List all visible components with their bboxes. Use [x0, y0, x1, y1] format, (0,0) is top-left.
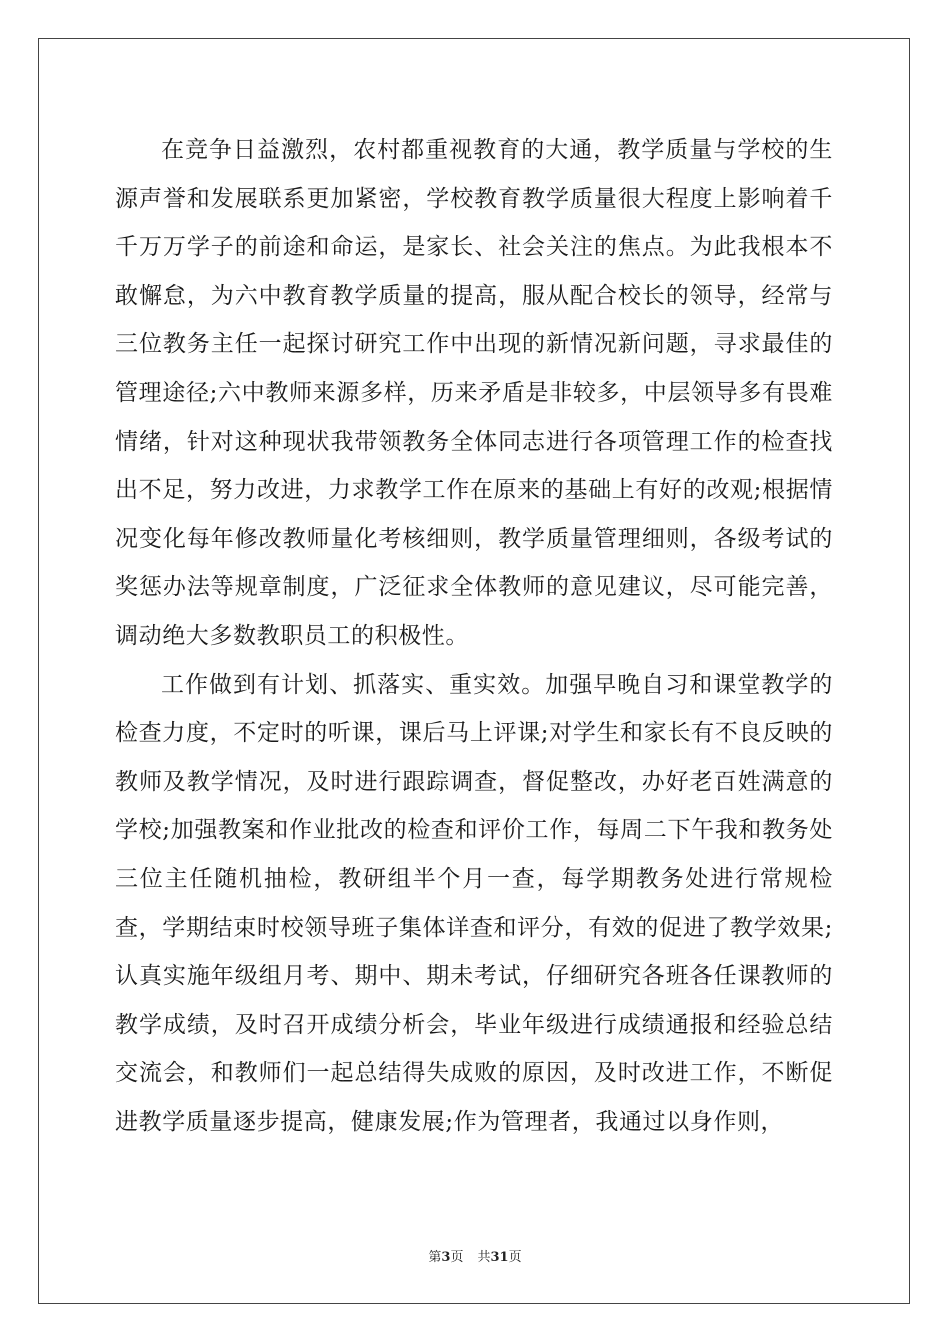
page-prefix: 第 — [428, 1250, 442, 1265]
total-prefix: 共 — [477, 1250, 491, 1265]
total-suffix: 页 — [508, 1250, 522, 1265]
total-pages: 31 — [490, 1250, 509, 1265]
page-number: 3 — [441, 1250, 451, 1265]
page-footer — [0, 1246, 950, 1265]
paragraph-2: 工作做到有计划、抓落实、重实效。加强早晚自习和课堂教学的检查力度，不定时的听课，课后马上评课;对学生和家长有不良反映的教师及教学情况，及时进行跟踪调查，督促整改，办好老百姓满意的学校;加强教案和作业批改的检查和评价工作，每周二下午我和教务处三位主任随机抽检，教研组半个月一查，每学期教务处进行常规检查，学期结束时校领导班子集体详查和评分，有效的促进了教学效果;认真实施年级组月考、期中、期未考试，仔细研究各班各任课教师的教学成绩，及时召开成绩分析会，毕业年级进行成绩通报和经验总结交流会，和教师们一起总结得失成败的原因，及时改进工作，不断促进教学质量逐步提高，健康发展;作为管理者，我通过以身作则， — [115, 671, 833, 1135]
paragraph-1: 在竞争日益激烈，农村都重视教育的大通，教学质量与学校的生源声誉和发展联系更加紧密，学校教育教学质量很大程度上影响着千千万万学子的前途和命运，是家长、社会关注的焦点。为此我根本不敢懈怠，为六中教育教学质量的提高，服从配合校长的领导，经常与三位教务主任一起探讨研究工作中出现的新情况新问题，寻求最佳的管理途径;六中教师来源多样，历来矛盾是非较多，中层领导多有畏难情绪，针对这种现状我带领教务全体同志进行各项管理工作的检查找出不足，努力改进，力求教学工作在原来的基础上有好的改观;根据情况变化每年修改教师量化考核细则，教学质量管理细则，各级考试的奖惩办法等规章制度，广泛征求全体教师的意见建议，尽可能完善，调动绝大多数教职员工的积极性。 — [115, 137, 833, 649]
document-body — [115, 126, 833, 1146]
page-suffix: 页 — [450, 1250, 464, 1265]
